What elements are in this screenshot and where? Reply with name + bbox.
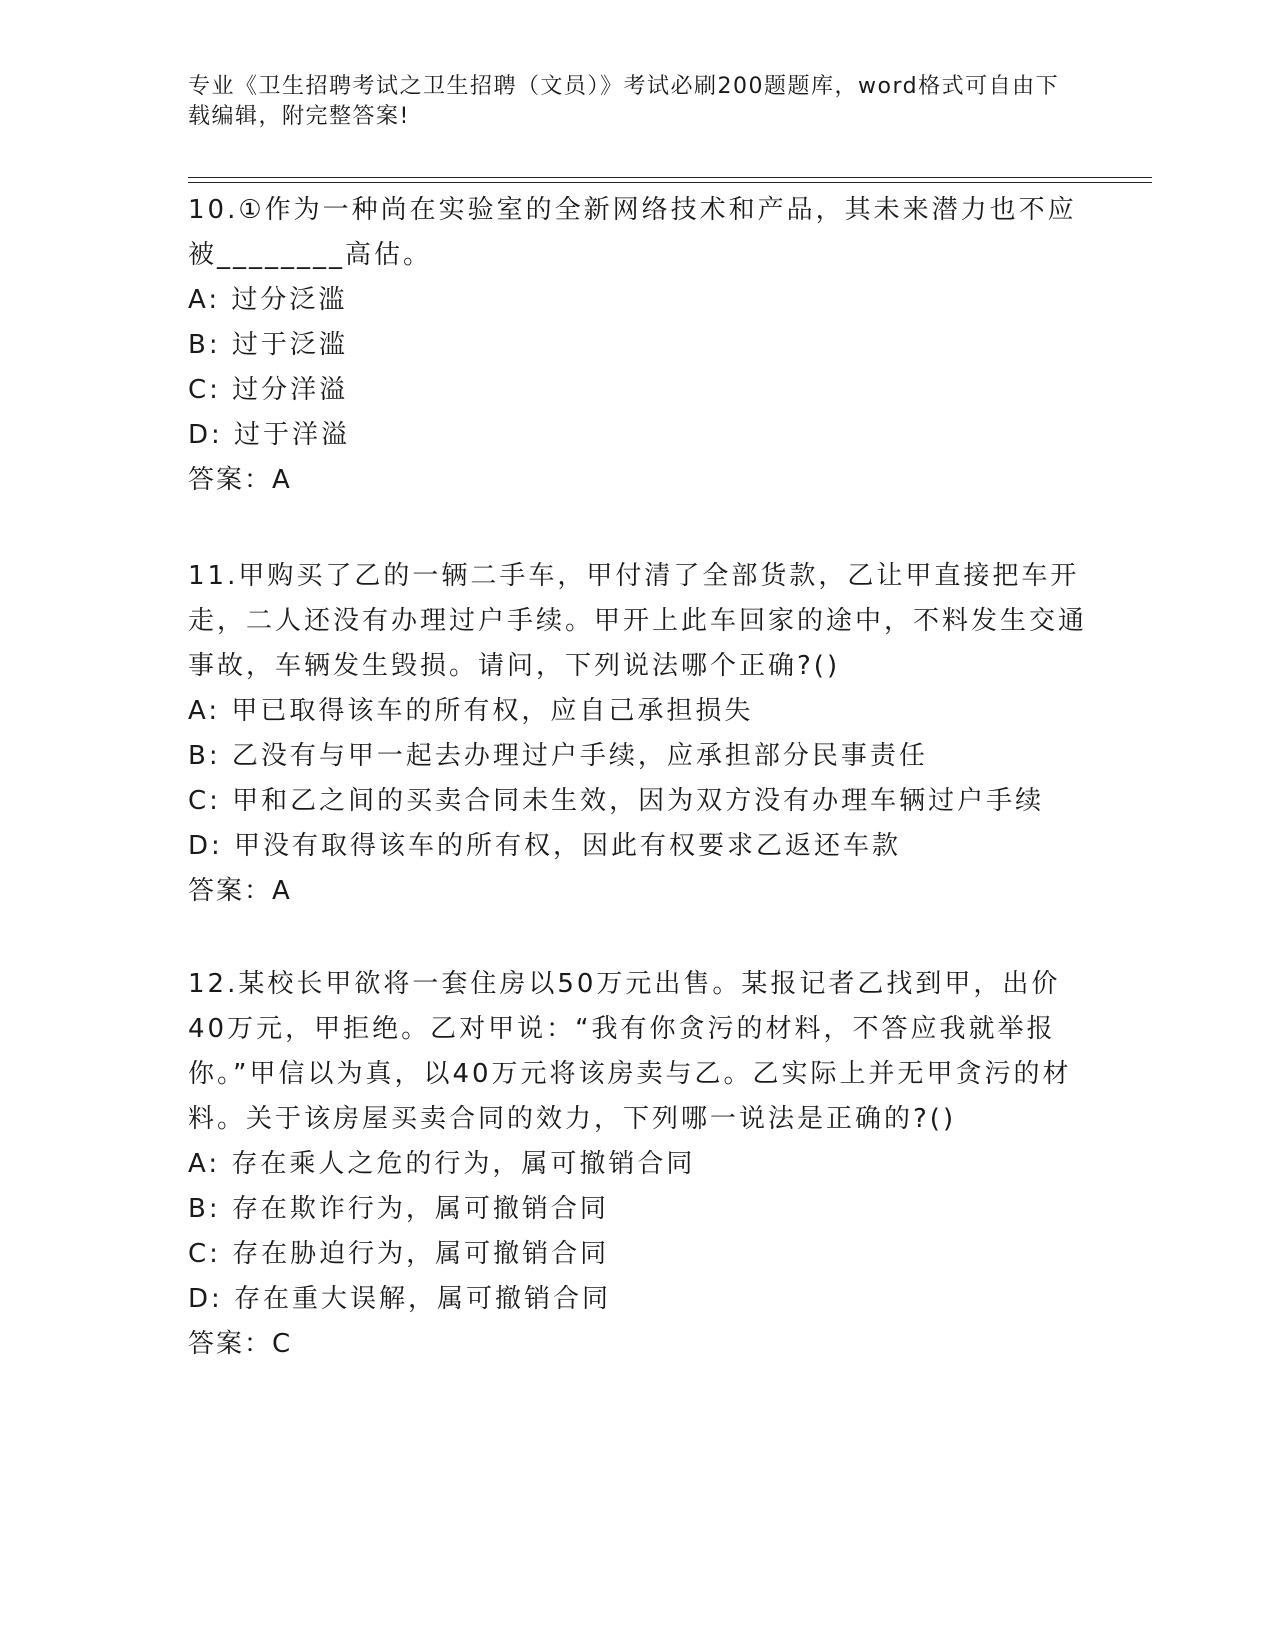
option-c: C: 甲和乙之间的买卖合同未生效，因为双方没有办理车辆过户手续 (188, 786, 1045, 816)
question-11 (188, 554, 1088, 914)
option-b: B: 存在欺诈行为，属可撤销合同 (188, 1194, 609, 1224)
option-d: D: 甲没有取得该车的所有权，因此有权要求乙返还车款 (188, 831, 902, 861)
option-b: B: 过于泛滥 (188, 330, 348, 360)
option-c: C: 存在胁迫行为，属可撤销合同 (188, 1239, 610, 1269)
document-intro: 专业《卫生招聘考试之卫生招聘（文员）》考试必刷200题题库，word格式可自由下载编辑，附完整答案! (188, 74, 1060, 129)
answer: 答案：A (188, 876, 292, 906)
option-b: B: 乙没有与甲一起去办理过户手续，应承担部分民事责任 (188, 741, 928, 771)
question-stem: 11.甲购买了乙的一辆二手车，甲付清了全部货款，乙让甲直接把车开走，二人还没有办理过户手续。甲开上此车回家的途中，不料发生交通事故，车辆发生毁损。请问，下列说法哪个正确?() (188, 561, 1088, 681)
question-stem: 10.①作为一种尚在实验室的全新网络技术和产品，其未来潜力也不应被________高估。 (188, 195, 1077, 270)
option-d: D: 过于洋溢 (188, 420, 351, 450)
answer: 答案：C (188, 1329, 293, 1359)
header-divider-bottom (188, 182, 1152, 183)
option-a: A: 存在乘人之危的行为，属可撤销合同 (188, 1149, 696, 1179)
question-stem: 12.某校长甲欲将一套住房以50万元出售。某报记者乙找到甲，出价40万元，甲拒绝。乙对甲说：“我有你贪污的材料，不答应我就举报你。”甲信以为真，以40万元将该房卖与乙。乙实际上并无甲贪污的材料。关于该房屋买卖合同的效力，下列哪一说法是正确的?() (188, 969, 1072, 1134)
question-12 (188, 962, 1088, 1367)
option-c: C: 过分洋溢 (188, 375, 349, 405)
header-divider-top (188, 177, 1152, 178)
option-a: A: 甲已取得该车的所有权，应自己承担损失 (188, 696, 754, 726)
option-a: A: 过分泛滥 (188, 285, 348, 315)
question-10 (188, 188, 1088, 503)
answer: 答案：A (188, 465, 292, 495)
option-d: D: 存在重大误解，属可撤销合同 (188, 1284, 612, 1314)
